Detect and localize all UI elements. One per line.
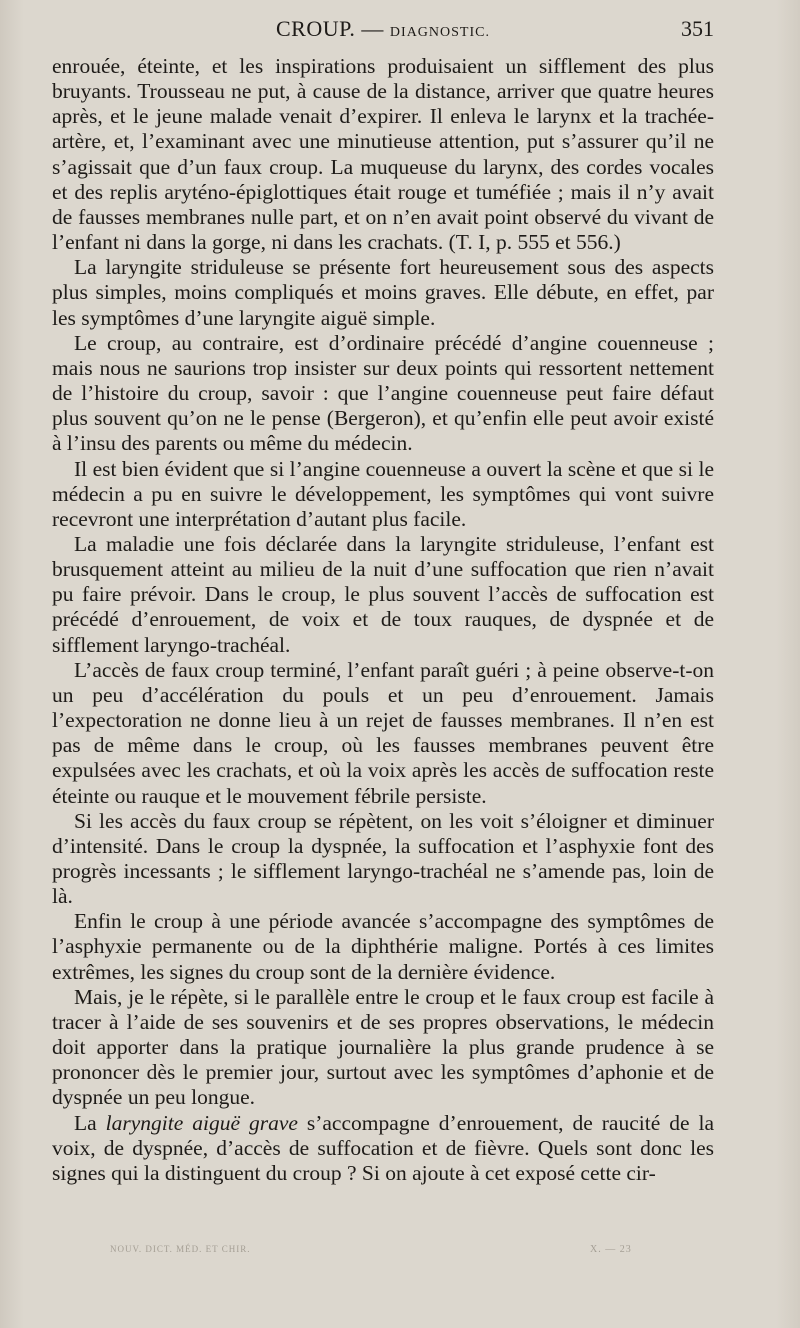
text-run: Il est bien évident que si l’angine couenneuse a ouvert la scène et que si le médecin a pu en suivre le développement, les symptômes qui vont suivre recevront une interprétation d’autant plus facile. [52, 456, 714, 531]
running-title [52, 16, 714, 42]
text-run: enrouée, éteinte, et les inspirations produisaient un sifflement des plus bruyants. Trousseau ne put, à cause de la distance, arriver que quatre heures après, et le jeune malade venait d’expirer. Il enleva le larynx et la trachée-artère, et, l’examinant avec une minutieuse attention, put s’assurer qu’il ne s’agissait que d’un faux croup. La muqueuse du larynx, des cordes vocales et des replis aryténo-épiglottiques était rouge et tuméfiée ; mais il n’y avait de fausses membranes nulle part, et on n’en avait point observé du vivant de l’enfant ni dans la gorge, ni dans les crachats. (T. I, p. 555 et 556.) [52, 54, 714, 255]
paragraph [52, 658, 714, 809]
paragraph [52, 331, 714, 457]
paragraph [52, 1111, 714, 1186]
text-run: La laryngite striduleuse se présente fort heureusement sous des aspects plus simples, moins compliqués et moins graves. Elle débute, en effet, par les symptômes d’une laryngite aiguë simple. [52, 255, 714, 330]
italic-term: laryngite aiguë grave [105, 1110, 298, 1135]
paragraph [52, 809, 714, 910]
running-header [52, 16, 714, 52]
paragraph [52, 255, 714, 330]
text-run: Si les accès du faux croup se répètent, on les voit s’éloigner et diminuer d’intensité. Dans le croup la dyspnée, la suffocation et l’asphyxie font des progrès incessants ; le sifflement laryngo-trachéal ne s’amende pas, loin de là. [52, 808, 714, 909]
header-title: CROUP. [276, 16, 356, 41]
paragraph [52, 532, 714, 658]
text-run: s’accompagne d’enrouement, de raucité de la voix, de dyspnée, d’accès de suffocation et de fièvre. Quels sont donc les signes qui la distinguent du croup ? Si on ajoute à cet exposé cette cir- [52, 1110, 714, 1185]
text-run: Mais, je le répète, si le parallèle entre le croup et le faux croup est facile à tracer à l’aide de ses souvenirs et de ses propres observations, le médecin doit apporter dans la pratique journalière la plus grande prudence à se prononcer dès le premier jour, surtout avec les symptômes d’aphonie et de dyspnée un peu longue. [52, 984, 714, 1110]
paragraph [52, 54, 714, 255]
page-number: 351 [681, 16, 714, 41]
text-run: Le croup, au contraire, est d’ordinaire précédé d’angine couenneuse ; mais nous ne saurions trop insister sur deux points qui ressortent nettement de l’histoire du croup, savoir : que l’angine couenneuse peut faire défaut plus souvent qu’on ne le pense (Bergeron), et qu’enfin elle peut avoir existé à l’insu des parents ou même du médecin. [52, 330, 714, 456]
paragraph [52, 457, 714, 532]
footer-mark: NOUV. DICT. MÉD. ET CHIR. [110, 1244, 251, 1254]
paragraph [52, 909, 714, 984]
header-dash: — [361, 16, 384, 41]
footer-signature: X. — 23 [590, 1244, 632, 1255]
paragraph [52, 985, 714, 1111]
header-subtitle: DIAGNOSTIC. [389, 25, 490, 40]
text-run: Enfin le croup à une période avancée s’accompagne des symptômes de l’asphyxie permanente ou de la diphthérie maligne. Portés à ces limites extrêmes, les signes du croup sont de la dernière évidence. [52, 909, 714, 984]
body-text [52, 54, 714, 1186]
text-run: La [74, 1110, 106, 1135]
text-run: La maladie une fois déclarée dans la laryngite striduleuse, l’enfant est brusquement atteint au milieu de la nuit d’une suffocation que rien n’avait pu faire prévoir. Dans le croup, le plus souvent l’accès de suffocation est précédé d’enrouement, de voix et de toux rauques, de dyspnée et de sifflement laryngo-trachéal. [52, 531, 714, 657]
text-run: L’accès de faux croup terminé, l’enfant paraît guéri ; à peine observe-t-on un peu d’accélération du pouls et un peu d’enrouement. Jamais l’expectoration ne donne lieu à un rejet de fausses membranes. Il n’en est pas de même dans le croup, où les fausses membranes peuvent être expulsées avec les crachats, et où la voix après les accès de suffocation reste éteinte ou rauque et le mouvement fébrile persiste. [52, 657, 714, 808]
